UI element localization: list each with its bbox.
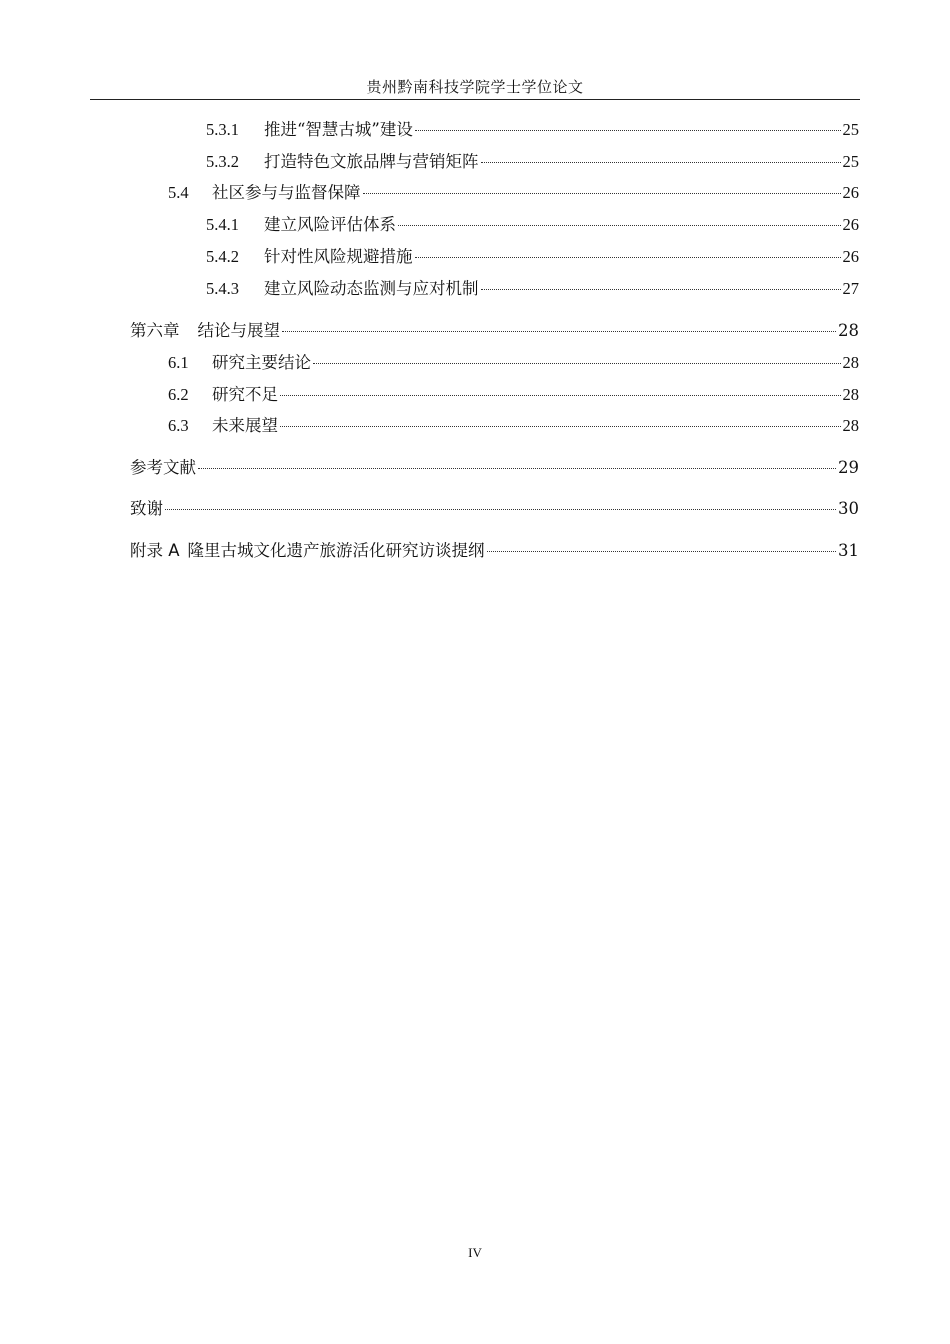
toc-entry-5-4[interactable] [168,182,859,204]
toc-entry-page: 28 [838,321,859,340]
dot-leader [282,331,836,332]
toc-entry-title: 建立风险动态监测与应对机制 [264,279,479,298]
toc-entry-page: 28 [842,416,859,435]
toc-entry-number: 6.2 [168,385,189,404]
toc-entry-page: 26 [842,247,859,266]
toc-entry-references[interactable] [130,457,859,479]
toc-entry-title: 结论与展望 [197,321,280,340]
toc-entry-6-3[interactable] [168,415,859,437]
toc-entry-6-1[interactable] [168,352,859,374]
toc-entry-title: 针对性风险规避措施 [264,247,413,266]
toc-entry-5-3-1[interactable] [206,119,859,141]
toc-entry-5-4-1[interactable] [206,214,859,236]
toc-entry-title: 建立风险评估体系 [264,215,396,234]
dot-leader [487,551,836,552]
dot-leader [398,225,841,226]
toc-entry-page: 25 [842,152,859,171]
toc-entry-page: 28 [842,353,859,372]
dot-leader [165,509,836,510]
toc-entry-5-4-2[interactable] [206,246,859,268]
toc-entry-page: 25 [842,120,859,139]
toc-entry-title: 隆里古城文化遗产旅游活化研究访谈提纲 [187,541,485,560]
toc-entry-number: 5.4 [168,183,189,202]
toc-entry-page: 31 [838,541,859,560]
toc-entry-title: 社区参与与监督保障 [212,183,361,202]
toc-entry-number: 5.3.2 [206,152,239,171]
toc-entry-acknowledgements[interactable] [130,498,859,520]
dot-leader [481,289,841,290]
page-number: IV [468,1245,482,1260]
toc-entry-page: 26 [842,183,859,202]
toc-entry-page: 26 [842,215,859,234]
toc-entry-number: 6.3 [168,416,189,435]
toc-entry-number: 5.3.1 [206,120,239,139]
toc-entry-5-3-2[interactable] [206,151,859,173]
dot-leader [313,363,841,364]
dot-leader [363,193,841,194]
toc-entry-appendix-a[interactable] [130,540,859,562]
toc-entry-title: 未来展望 [212,416,278,435]
dot-leader [280,426,841,427]
toc-entry-number: 5.4.3 [206,279,239,298]
toc-entry-title: 推进“智慧古城”建设 [264,120,413,139]
toc-entry-page: 30 [838,499,859,518]
dot-leader [415,130,841,131]
toc-entry-title: 参考文献 [130,458,196,477]
toc-entry-5-4-3[interactable] [206,278,859,300]
toc-entry-title: 致谢 [130,499,163,518]
toc-entry-page: 28 [842,385,859,404]
toc-entry-6-2[interactable] [168,384,859,406]
dot-leader [280,395,841,396]
running-header: 贵州黔南科技学院学士学位论文 [366,78,584,96]
toc-entry-number: 5.4.2 [206,247,239,266]
toc-entry-number: 附录 A [130,541,180,560]
toc-entry-title: 研究不足 [212,385,278,404]
toc-entry-chapter-6[interactable] [130,320,859,342]
toc-entry-title: 打造特色文旅品牌与营销矩阵 [264,152,479,171]
dot-leader [415,257,841,258]
toc-entry-number: 第六章 [130,321,180,340]
toc-entry-page: 29 [838,458,859,477]
toc-entry-number: 5.4.1 [206,215,239,234]
toc-entry-title: 研究主要结论 [212,353,311,372]
dot-leader [198,468,836,469]
toc-entry-number: 6.1 [168,353,189,372]
toc-entry-page: 27 [842,279,859,298]
dot-leader [481,162,841,163]
